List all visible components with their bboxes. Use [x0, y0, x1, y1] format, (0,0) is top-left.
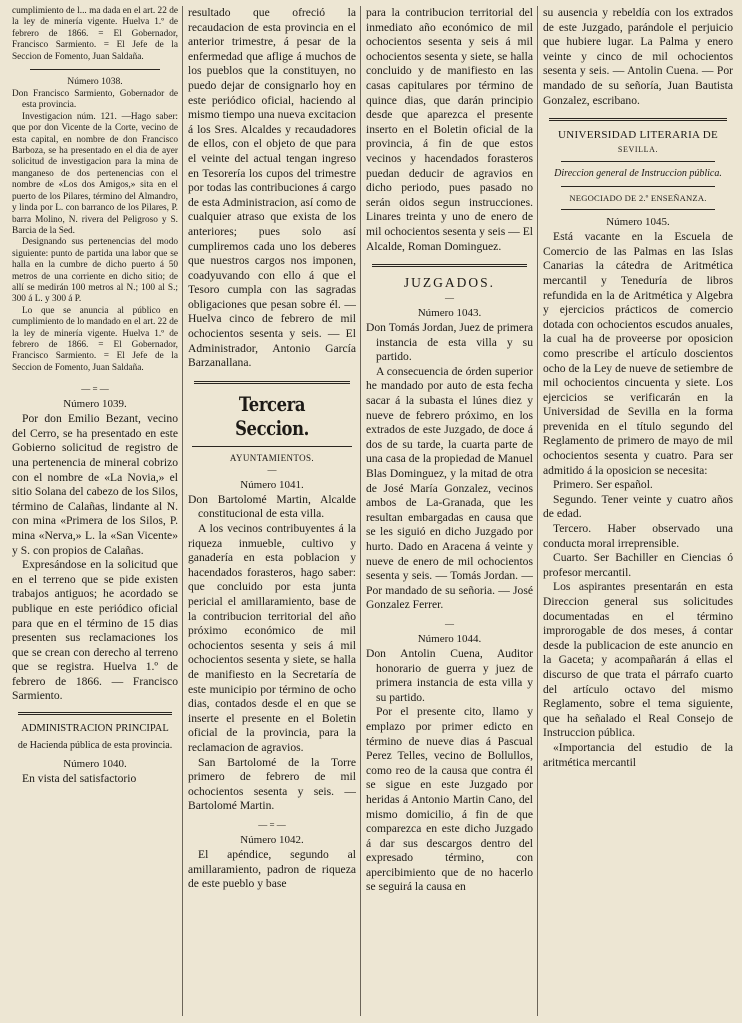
notice-tail: cumplimiento de l... ma dada en el art. 22 de la ley de minería vigente. Huelva 1.º de febrero de 1866. = El Gobernador, Francisco Sarmiento. = El Jefe de la Seccion de Fomento, Juan Saldaña.: [12, 6, 178, 62]
notice-number: Número 1044.: [417, 632, 482, 645]
notice-paragraph: San Bartolomé de la Torre primero de febrero de mil ochocientos sesenta y seis. — Bartolomé Martin.: [188, 755, 356, 813]
separator-dash: —: [445, 293, 454, 304]
section-subheading: Direccion general de Instruccion pública.: [554, 168, 722, 180]
notice-number: Número 1045.: [606, 216, 670, 229]
separator-dash: — = —: [258, 819, 286, 830]
notice-number: Número 1039.: [63, 398, 127, 411]
notice-paragraph: El apéndice, segundo al amillaramiento, padron de riqueza de este pueblo y base: [188, 847, 356, 891]
separator: [561, 161, 715, 162]
notice-paragraph: su ausencia y rebeldía con los extrados de este Juzgado, parándole el perjuicio que hubiere lugar. La Palma y enero veinte y cinco de mil ochocientos sesenta y seis. — Antolin Cuena. — Por mandado de su señoría, Juan Bautista Gonzalez, escribano.: [543, 6, 733, 107]
notice-number: Número 1042.: [240, 833, 304, 846]
section-heading: ADMINISTRACION PRINCIPAL: [21, 723, 169, 735]
notice-paragraph: Lo que se anuncia al público en cumplimiento de lo mandado en el art. 22 de la ley de minería vigente. Huelva 1.º de febrero de 1866. = El Gobernador, Francisco Sarmiento. = El Jefe de la Seccion de Fomento, Juan Saldaña.: [12, 305, 178, 373]
requirement-item: Tercero. Haber observado una conducta moral irreprensible.: [543, 522, 733, 550]
notice-paragraph: para la contribucion territorial del inmediato año económico de mil ochocientos sesenta y seis á mil ochocientos sesenta y siete, se halla concluido y de manifiesto en las casas capitulares por término de quince dias, que darán principio desde que aparezca el presente inserto en el Boletin oficial de la provincia, á fin de que estos vecinos y hacendados forasteros puedan deducir de agravios en dicho periodo, pues pasado no serán oidos segun instrucciones. Linares treinta y uno de enero de mil ochocientos sesenta y seis — El Alcalde, Roman Dominguez.: [366, 6, 533, 253]
notice-heading: Don Tomás Jordan, Juez de primera instancia de esta villa y su partido.: [366, 321, 533, 364]
notice-number: Número 1038.: [67, 76, 123, 88]
section-subheading: NEGOCIADO DE 2.º ENSEÑANZA.: [569, 193, 707, 204]
separator-dash: — = —: [81, 384, 109, 395]
section-title: UNIVERSIDAD LITERARIA DE: [558, 129, 718, 142]
section-subheading: de Hacienda pública de esta provincia.: [17, 739, 173, 751]
notice-heading: Don Francisco Sarmiento, Gobernador de esta provincia.: [12, 89, 178, 111]
section-rule: [549, 118, 727, 121]
separator: [30, 69, 160, 70]
column-divider: [537, 6, 538, 1016]
separator: [561, 209, 715, 210]
notice-heading: Don Antolin Cuena, Auditor honorario de guerra y juez de primera instancia de esta villa y su partido.: [366, 646, 533, 704]
notice-number: Número 1041.: [240, 478, 304, 491]
section-rule: [372, 264, 527, 267]
section-rule: [194, 381, 350, 384]
separator-dash: —: [267, 464, 277, 475]
notice-paragraph: Designando sus pertenencias del modo siguiente: punto de partida una labor que se halla en la cumbre de dicho puerto á 50 metros de una corriente en dicho sitio; de allí se medirán 100 metros al N.; 100 al S.; 300 á L. y 300 á P.: [12, 237, 178, 305]
notice-paragraph: En vista del satisfactorio: [22, 771, 137, 785]
notice-paragraph: A los vecinos contribuyentes á la riqueza inmueble, cultivo y ganadería en esta poblacion y hacendados forasteros, hago saber: que concluido por esta junta pericial el amillaramiento, base de la contribucion territorial del año próximo económico de mil ochocientos sesenta y seis á mil ochocientos sesenta y siete, se halla de manifiesto en la Secretaría de este municipio por término de ocho dias, contados desde el en que se inserte el presente en el Boletin oficial de la provincia, para la reclamacion de agravios.: [188, 522, 356, 754]
separator: [561, 186, 715, 187]
column-divider: [182, 6, 183, 1016]
notice-paragraph: Está vacante en la Escuela de Comercio de las Palmas en las Islas Canarias la cátedra de Aritmética mercantil y Teneduría de libros refundida en la de Aritmética y Algebra y ejercicios prácticos de comercio dotada con ochocientos escudos anuales, la cual ha de proveerse por oposicion como prescribe el artículo doscientos ocho de la Ley de nueve de setiembre de mil ochocientos cincuenta y siete. Los ejercicios se verificarán en la Universidad de Sevilla en la forma prevenida en el título segundo del Reglamento de primero de mayo de mil ochocientos sesenta y cuatro. Para ser admitido á la oposicion se necesita:: [543, 230, 733, 477]
separator-dash: —: [445, 618, 454, 629]
notice-paragraph: Los aspirantes presentarán en esta Direccion general sus solicitudes documentadas en el término improrogable de dos meses, á contar desde la publicacion de este anuncio en la Gaceta; y acompañarán á ellas el discurso de que trata el párrafo cuarto del artículo octavo del mismo Reglamento, sobre el tema siguiente, que ha señalado el Real Consejo de Instruccion pública.: [543, 580, 733, 740]
section-title: Tercera Seccion.: [235, 391, 309, 440]
notice-heading: Don Bartolomé Martin, Alcalde constitucional de esta villa.: [188, 492, 356, 521]
column-4: [543, 6, 733, 1018]
separator: [192, 446, 352, 447]
notice-paragraph: Por el presente cito, llamo y emplazo por primer edicto en término de nueve dias á Pascual Perez Telles, vecino de Bollullos, como reo de la causa que contra él se sigue en este Juzgado por heridas á Antonio Martin Cano, del mismo domicilio, á fin de que comparezca en este dicho Juzgado á dar sus descargos dentro del expresado término, con apercibimiento que de no hacerlo se seguirá la causa en: [366, 705, 533, 894]
requirement-item: Cuarto. Ser Bachiller en Ciencias ó profesor mercantil.: [543, 551, 733, 579]
column-1: [12, 6, 178, 1018]
notice-number: Número 1043.: [417, 307, 482, 320]
column-3: [366, 6, 533, 1018]
notice-paragraph: A consecuencia de órden superior he mandado por auto de esta fecha sacar á la subasta el lúnes diez y nueve de febrero próximo, en los extrados de este Juzgado, de doce á dos de su tarde, la cuarta parte de una casa de la propiedad de Manuel Blas Dominguez, y la mitad de otra de José María Gonzalez, vecinos ambos de La-Granada, que les resultan embargadas en causa que se les siguió en dicho Juzgado por hurto. Dado en Aracena á veinte y nueve de enero de mil ochocientos sesenta y seis. — Tomás Jordan. — Por mandado de su señoria. — José Gonzalez Ferrer.: [366, 364, 533, 612]
column-2: [188, 6, 356, 1018]
notice-paragraph: «Importancia del estudio de la aritmética mercantil: [543, 740, 733, 769]
notice-paragraph: Por don Emilio Bezant, vecino del Cerro, se ha presentado en este Gobierno solicitud de registro de una pertenencia de mineral cobrizo con el nombre de «La Novia,» el sitio Solana del cabezo de los Silos, término de Calañas, lindante al N. con mina «Primera de los Silos, P. mina «Nerva,» L. la «San Vicente» y S. con propios de Calañas.: [12, 412, 178, 557]
requirement-item: Segundo. Tener veinte y cuatro años de edad.: [543, 492, 733, 521]
section-title: JUZGADOS.: [403, 275, 496, 291]
notice-paragraph: Expresándose en la solicitud que en el terreno que se pide existen trabajos antiguos; he acordado se publique en este periódico oficial para que en el término de 15 dias presenten sus reclamaciones los que se crean con derecho al terreno que se registra. Huelva 1.º de febrero de 1866. — Francisco Sarmiento.: [12, 558, 178, 703]
requirement-item: Primero. Ser español.: [553, 478, 653, 492]
notice-number: Número 1040.: [63, 757, 127, 770]
notice-paragraph: resultado que ofreció la recaudacion de esta provincia en el anterior trimestre, á pesar de la enfermedad que aflige á muchos de los pueblos que la constituyen, no puedo dejar de consignarlo hoy en este periódico oficial, haciendo al mismo tiempo una nueva excitacion á los Sres. Alcaldes y recaudadores de ellos, con el objeto de que para el veinte del actual tengan ingreso en Tesorería los cupos del trimestre por todas las contribuciones á cargo de esta Administracion, así como de cualquier atraso que exista de los anteriores; pues solo así cumpliremos cada uno los deberes que nuestros cargos nos imponen, coadyuvando con ello á que el Tesoro cumpla con las sagradas obligaciones que pesan sobre él. — Huelva cinco de febrero de mil ochocientos sesenta y seis. — El Administrador, Antonio García Barzanallana.: [188, 6, 356, 370]
notice-paragraph: Investigacion núm. 121. —Hago saber: que por don Vicente de la Corte, vecino de esta capital, en nombre de don Francisco Barboza, se ha presentado en el dia de ayer solicitud de investigacion para la mina de manganeso de dos pertenencias con el nombre de «Los dos Amigos,» sita en el puerto de los Pilares, término del Almandro, y linda por L. con barranco de los Pilares, P. barra Molino, N. rivera del Peligroso y S. Barcia de la Sed.: [12, 111, 178, 236]
section-rule: [18, 712, 172, 715]
section-subheading: AYUNTAMIENTOS.: [229, 452, 315, 463]
section-subtitle: SEVILLA.: [617, 145, 659, 155]
column-divider: [360, 6, 361, 1016]
